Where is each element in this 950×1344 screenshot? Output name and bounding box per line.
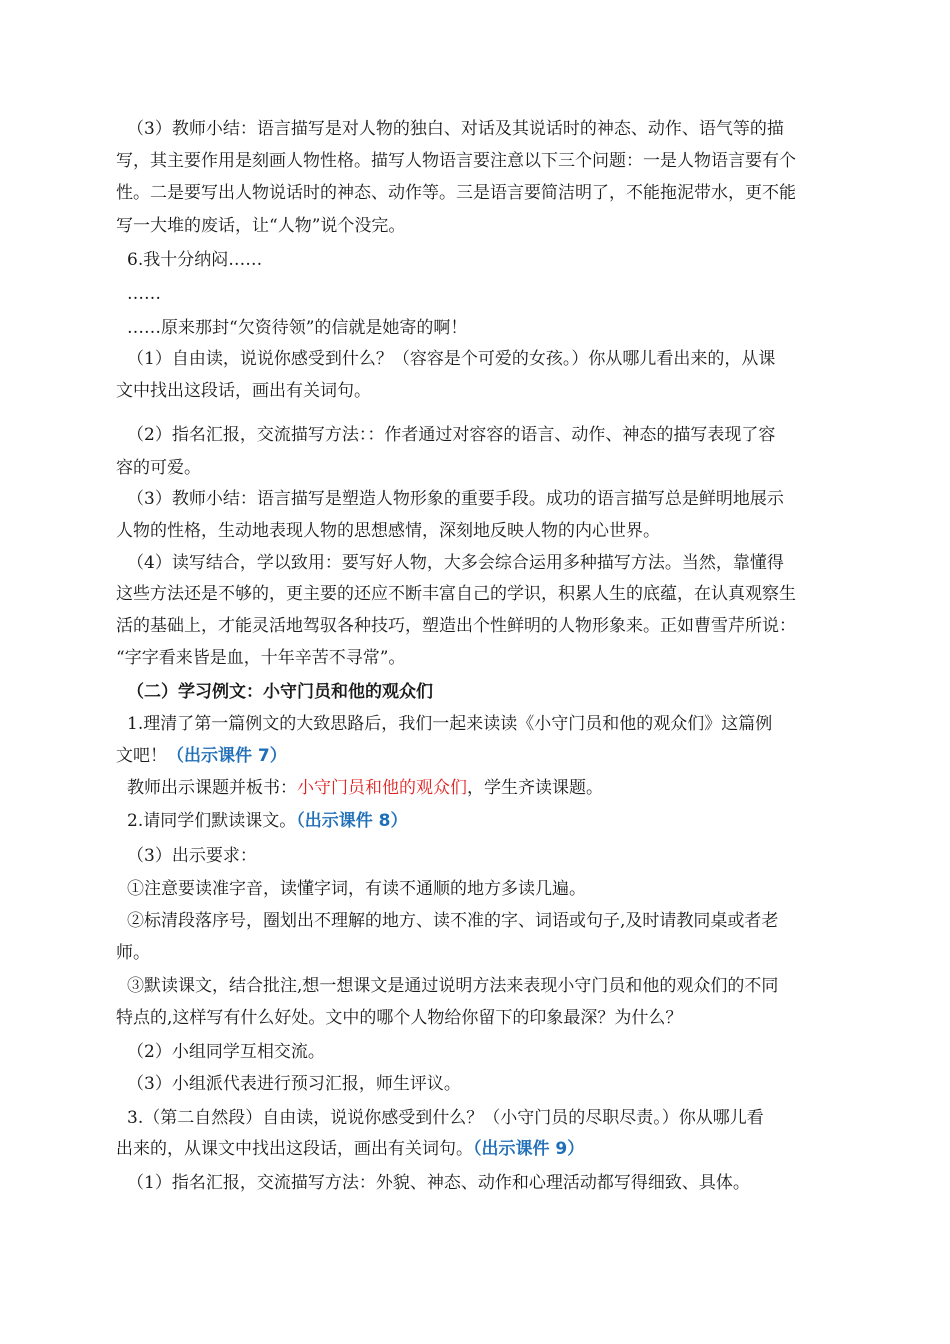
- paragraph-line: [0, 745, 950, 767]
- paragraph-line: （3）出示要求：: [127, 846, 257, 866]
- paragraph-line: 写，其主要作用是刻画人物性格。描写人物语言要注意以下三个问题：一是人物语言要有个: [116, 151, 796, 171]
- paragraph-line: 性。二是要写出人物说话时的神态、动作等。三是语言要简洁明了，不能拖泥带水，更不能: [116, 183, 796, 203]
- courseware-label: （出示课件 9）: [473, 1139, 585, 1159]
- paragraph-line: （2）小组同学互相交流。: [127, 1042, 325, 1062]
- paragraph-line: ②标清段落序号，圈划出不理解的地方、读不准的字、词语或句子,及时请教同桌或者老: [127, 911, 779, 931]
- paragraph-line: （3）教师小结：语言描写是对人物的独白、对话及其说话时的神态、动作、语气等的描: [127, 119, 784, 139]
- paragraph-line: 容的可爱。: [116, 458, 201, 478]
- paragraph-line: 人物的性格，生动地表现人物的思想感情，深刻地反映人物的内心世界。: [116, 521, 660, 541]
- paragraph-line: 写一大堆的废话，让“人物”说个没完。: [116, 216, 406, 236]
- paragraph-line: 这些方法还是不够的，更主要的还应不断丰富自己的学识，积累人生的底蕴，在认真观察生: [116, 584, 796, 604]
- courseware-label: （出示课件 7）: [167, 746, 287, 766]
- paragraph-line: ③默读课文，结合批注,想一想课文是通过说明方法来表现小守门员和他的观众们的不同: [127, 976, 779, 996]
- courseware-label: （出示课件 8）: [296, 811, 408, 831]
- paragraph-line: （4）读写结合，学以致用：要写好人物，大多会综合运用多种描写方法。当然，靠懂得: [127, 553, 784, 573]
- paragraph-line: [0, 777, 950, 799]
- line-text: ，学生齐读课题。: [467, 778, 603, 798]
- paragraph-line: （2）指名汇报，交流描写方法：：作者通过对容容的语言、动作、神态的描写表现了容: [127, 425, 776, 445]
- paragraph-line: 活的基础上，才能灵活地驾驭各种技巧，塑造出个性鲜明的人物形象来。正如曹雪芹所说：: [116, 616, 796, 636]
- paragraph-line: （1）指名汇报，交流描写方法：外貌、神态、动作和心理活动都写得细致、具体。: [127, 1173, 750, 1193]
- line-text: 出来的，从课文中找出这段话，画出有关词句。: [116, 1139, 473, 1159]
- paragraph-line: 1.理清了第一篇例文的大致思路后，我们一起来读读《小守门员和他的观众们》这篇例: [127, 714, 773, 734]
- paragraph-line: 3.（第二自然段）自由读，说说你感受到什么？（小守门员的尽职尽责。）你从哪儿看: [127, 1108, 764, 1128]
- paragraph-line: 师。: [116, 943, 150, 963]
- paragraph-line: ……: [127, 284, 161, 304]
- line-text: 教师出示课题并板书：: [127, 778, 297, 798]
- paragraph-line: “字字看来皆是血，十年辛苦不寻常”。: [116, 648, 406, 668]
- paragraph-line: ①注意要读准字音，读懂字词，有读不通顺的地方多读几遍。: [127, 879, 586, 899]
- paragraph-line: （3）教师小结：语言描写是塑造人物形象的重要手段。成功的语言描写总是鲜明地展示: [127, 489, 784, 509]
- paragraph-line: 6.我十分纳闷……: [127, 250, 263, 270]
- paragraph-line: [0, 1138, 950, 1160]
- section-heading: （二）学习例文：小守门员和他的观众们: [127, 682, 433, 702]
- paragraph-line: ……原来那封“欠资待领”的信就是她寄的啊！: [127, 318, 468, 338]
- paragraph-line: （1）自由读，说说你感受到什么？（容容是个可爱的女孩。）你从哪儿看出来的，从课: [127, 349, 776, 369]
- paragraph-line: [0, 810, 950, 832]
- line-text: 文吧！: [116, 746, 167, 766]
- paragraph-line: 特点的,这样写有什么好处。文中的哪个人物给你留下的印象最深？为什么？: [116, 1008, 683, 1028]
- line-text: 2.请同学们默读课文。: [127, 811, 297, 831]
- paragraph-line: 文中找出这段话，画出有关词句。: [116, 381, 371, 401]
- lesson-title-highlight: 小守门员和他的观众们: [297, 778, 467, 798]
- paragraph-line: （3）小组派代表进行预习汇报，师生评议。: [127, 1074, 461, 1094]
